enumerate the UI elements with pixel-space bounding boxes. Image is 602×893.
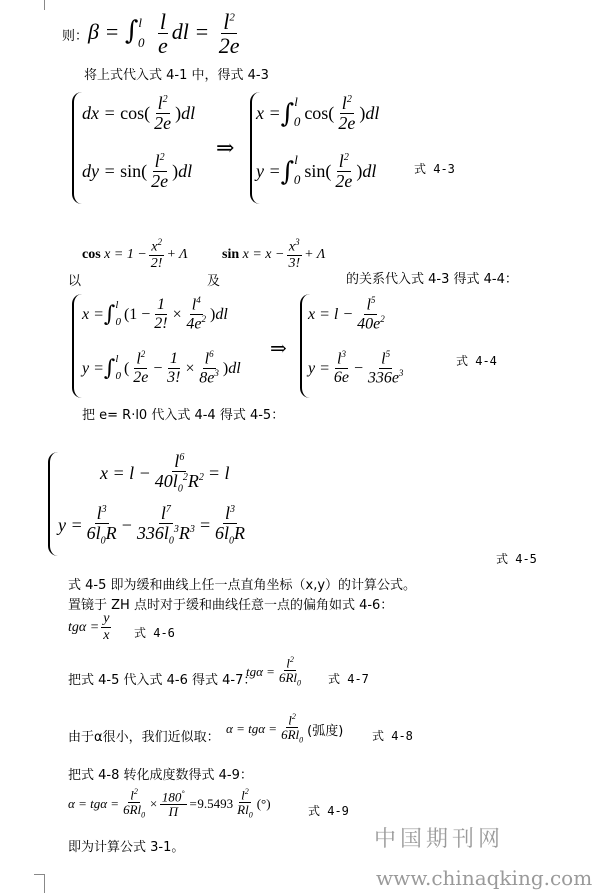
eq49: α = tgα = $\frac{l^2}{6Rl_0}$ × $\frac{180^\circ}{\Pi}$ = 9.5493 $\frac{l^2}{Rl_0}$ (°): [68, 787, 271, 820]
eq44-y-result: y = $\frac{l^3}{6e}$ − $\frac{l^5}{336e^3}$: [308, 349, 404, 387]
put45-text: 把式 4-5 代入式 4-6 得式 4-7：: [68, 673, 257, 688]
deg-unit: (°): [256, 796, 271, 812]
brace-43-left: [72, 92, 82, 204]
corner-mark-bottom: [34, 874, 45, 893]
tag-48: 式 4-8: [372, 729, 413, 743]
eq43-dx: dx = cos( $\frac{l^2}{2e}$ ) dl: [82, 93, 196, 133]
zh-desc: 置镜于 ZH 点时对于缓和曲线任意一点的偏角如式 4-6：: [68, 598, 394, 613]
tag-45: 式 4-5: [496, 552, 537, 566]
beta-line: [62, 10, 244, 58]
small-alpha-text: 由于α很小，我们近似取：: [68, 730, 220, 745]
yi-text: 以: [68, 274, 82, 289]
eq44-x-result: x = l − $\frac{l^5}{40e^2}$: [308, 295, 385, 333]
relation-text: 的关系代入式 4-3 得式 4-4：: [346, 272, 518, 287]
brace-44-left: [72, 294, 82, 398]
eq43-dy: dy = sin( $\frac{l^2}{2e}$ ) dl: [82, 151, 193, 191]
watermark-cn: 中国期刊网: [374, 827, 505, 852]
convert-text: 把式 4-8 转化成度数得式 4-9：: [68, 768, 253, 783]
tag-49: 式 4-9: [308, 804, 349, 818]
series-sin: sin x = x − $\frac{x^3}{3!}$ + Λ: [222, 237, 326, 272]
eq44-y: y = ∫ l 0 ( $\frac{l^2}{2e}$ − $\frac{1}{3!}$ × $\frac{l^6}{8e^3}$ ) dl: [82, 349, 241, 387]
eq48: α = tgα = $\frac{l^2}{6Rl_0}$ (弧度): [226, 712, 344, 745]
substitute-text: 将上式代入式 4-1 中，得式 4-3: [84, 68, 269, 83]
eq45-x: x = l − $\frac{l^6}{40l_0^2R^2}$ = l: [100, 451, 230, 495]
hudu-text: (弧度): [307, 723, 344, 739]
final-text: 即为计算公式 3-1。: [68, 840, 185, 855]
put-e-text: 把 e= R·l0 代入式 4-4 得式 4-5：: [82, 408, 285, 423]
coef-value: 9.5493: [197, 796, 234, 812]
eq45-y: y = $\frac{l^3}{6l_0R}$ − $\frac{l^7}{336l_0^3R^3}$ = $\frac{l^3}{6l_0R}$: [58, 503, 245, 547]
implies-arrow-44: ⇒: [270, 338, 287, 360]
watermark-url: www.chinaqking.com: [376, 866, 593, 890]
formula45-desc: 式 4-5 即为缓和曲线上任一点直角坐标（x,y）的计算公式。: [68, 578, 417, 593]
ji-text: 及: [207, 274, 221, 289]
eq46: tgα = $\frac{y}{x}$: [68, 611, 110, 643]
eq47: tgα = $\frac{l^2}{6Rl_0}$: [246, 655, 302, 688]
tag-44: 式 4-4: [456, 354, 497, 368]
tag-46: 式 4-6: [134, 626, 175, 640]
eq44-x: x = ∫ l 0 (1 − $\frac{1}{2!}$ × $\frac{l^4}{4e^2}$ ) dl: [82, 295, 228, 333]
beta-equation: β = ∫$^l_0$ $\frac{l}{e}$ dl = $\frac{l^2}{2e}$: [88, 8, 240, 58]
eq43-x: x = ∫ l 0 cos( $\frac{l^2}{2e}$ ) dl: [256, 93, 380, 133]
tag-43: 式 4-3: [414, 162, 455, 176]
series-cos: cos x = 1 − $\frac{x^2}{2!}$ + Λ: [82, 237, 188, 272]
tag-47: 式 4-7: [328, 672, 369, 686]
eq43-y: y = ∫ l 0 sin( $\frac{l^2}{2e}$ ) dl: [256, 151, 377, 191]
intro-ze: 则：: [62, 28, 89, 44]
implies-arrow: ⇒: [216, 135, 235, 160]
corner-mark-top: [34, 0, 45, 10]
